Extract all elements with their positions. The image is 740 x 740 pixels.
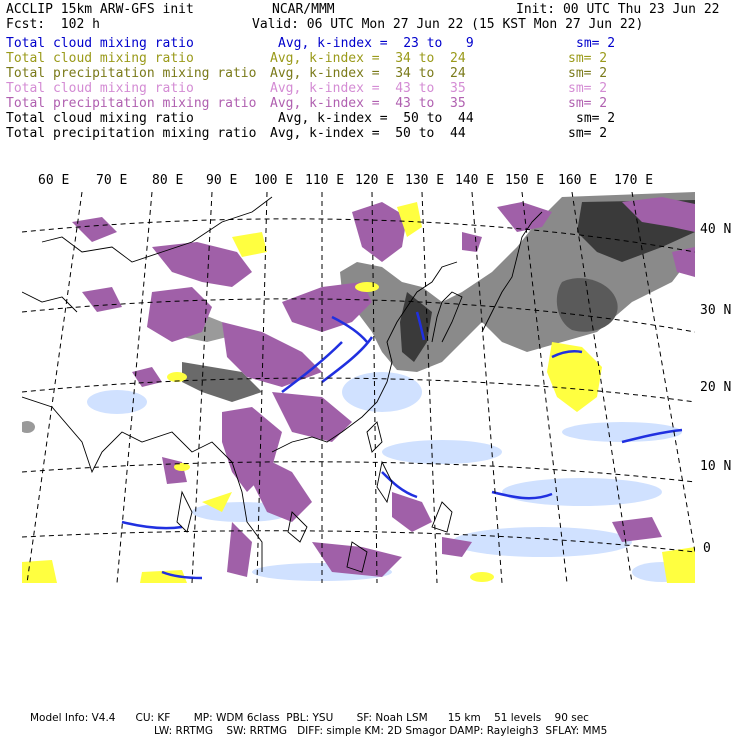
lon-label: 130 E xyxy=(405,173,445,188)
lat-label: 10 N xyxy=(700,459,732,474)
legend-field-name: Total cloud mixing ratio xyxy=(6,111,194,126)
legend-sm: sm= 2 xyxy=(576,111,616,126)
lat-label: 40 N xyxy=(700,222,732,237)
lon-label: 70 E xyxy=(96,173,128,188)
lon-label: 120 E xyxy=(355,173,395,188)
lat-label: 30 N xyxy=(700,303,732,318)
lon-label: 140 E xyxy=(455,173,495,188)
legend-field-name: Total cloud mixing ratio xyxy=(6,81,194,96)
legend-field-name: Total cloud mixing ratio xyxy=(6,36,194,51)
legend-sm: sm= 2 xyxy=(568,51,608,66)
legend-avg: Avg, k-index = 50 to 44 xyxy=(270,126,466,141)
legend-sm: sm= 2 xyxy=(568,126,608,141)
legend-avg: Avg, k-index = 50 to 44 xyxy=(278,111,474,126)
init-time: Init: 00 UTC Thu 23 Jun 22 xyxy=(516,2,720,17)
legend-sm: sm= 2 xyxy=(568,96,608,111)
legend-avg: Avg, k-index = 43 to 35 xyxy=(270,81,466,96)
legend-sm: sm= 2 xyxy=(568,66,608,81)
legend-avg: Avg, k-index = 43 to 35 xyxy=(270,96,466,111)
legend-field-name: Total precipitation mixing ratio xyxy=(6,126,257,141)
legend-avg: Avg, k-index = 34 to 24 xyxy=(270,51,466,66)
lon-label: 150 E xyxy=(505,173,545,188)
lon-label: 90 E xyxy=(206,173,238,188)
lat-label: 20 N xyxy=(700,380,732,395)
valid-time: Valid: 06 UTC Mon 27 Jun 22 (15 KST Mon 27 Jun 22) xyxy=(252,17,644,32)
lon-label: 170 E xyxy=(614,173,654,188)
lon-label: 80 E xyxy=(152,173,184,188)
organization: NCAR/MMM xyxy=(272,2,335,17)
lon-label: 60 E xyxy=(38,173,70,188)
legend-field-name: Total precipitation mixing ratio xyxy=(6,66,257,81)
lon-label: 110 E xyxy=(305,173,345,188)
lon-label: 100 E xyxy=(254,173,294,188)
legend-sm: sm= 2 xyxy=(568,81,608,96)
legend-avg: Avg, k-index = 34 to 24 xyxy=(270,66,466,81)
weather-map xyxy=(22,192,695,583)
legend-field-name: Total cloud mixing ratio xyxy=(6,51,194,66)
model-title: ACCLIP 15km ARW-GFS init xyxy=(6,2,194,17)
model-info-line2: LW: RRTMG SW: RRTMG DIFF: simple KM: 2D Smagor DAMP: Rayleigh3 SFLAY: MM5 xyxy=(154,725,608,737)
legend-field-name: Total precipitation mixing ratio xyxy=(6,96,257,111)
model-info-line1: Model Info: V4.4 CU: KF MP: WDM 6class PBL: YSU SF: Noah LSM 15 km 51 levels 90 sec xyxy=(30,712,589,724)
legend-sm: sm= 2 xyxy=(576,36,616,51)
legend-avg: Avg, k-index = 23 to 9 xyxy=(278,36,474,51)
forecast-hour: Fcst: 102 h xyxy=(6,17,100,32)
lon-label: 160 E xyxy=(558,173,598,188)
lat-label: 0 xyxy=(703,541,711,556)
